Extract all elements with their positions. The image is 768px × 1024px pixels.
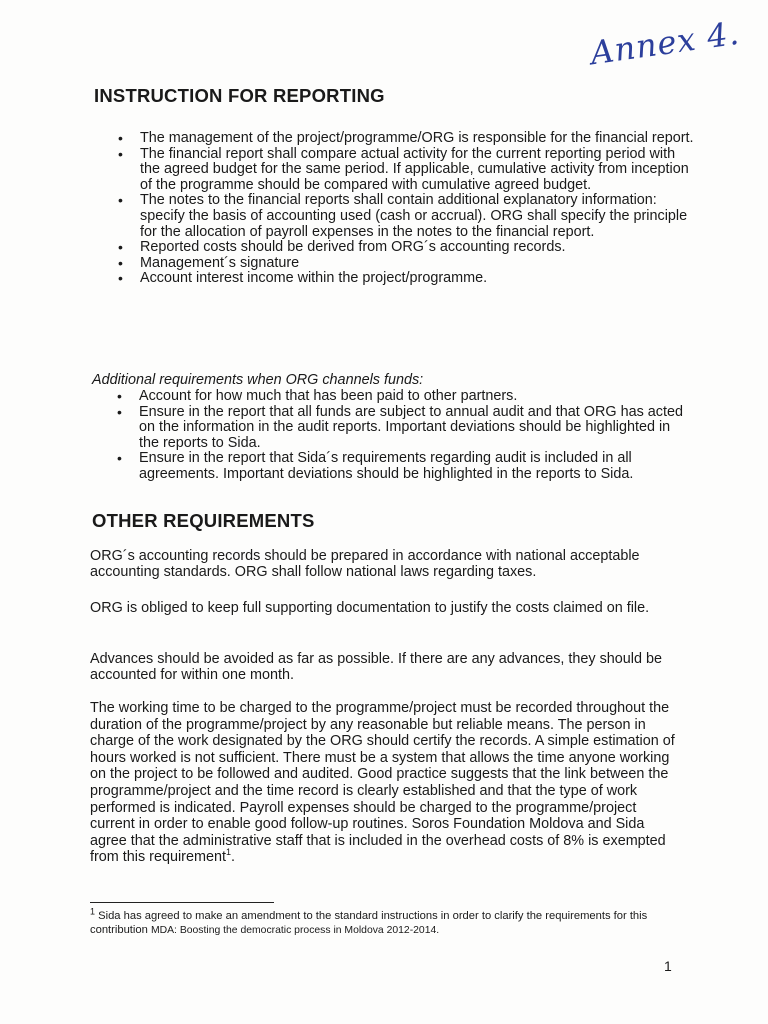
additional-requirements-intro: Additional requirements when ORG channels funds: xyxy=(92,372,424,388)
list-item: • Account interest income within the project/programme. xyxy=(116,271,696,287)
instruction-list xyxy=(116,131,696,287)
annex-handwritten-mark: Annex 4. xyxy=(588,13,742,73)
working-time-end: . xyxy=(230,849,235,866)
list-item: • Reported costs should be derived from ORG´s accounting records. xyxy=(116,240,696,256)
footnote-reference: 1 xyxy=(225,847,231,858)
footnote-contribution: MDA: Boosting the democratic process in Moldova 2012-2014. xyxy=(150,925,440,936)
footnote-divider xyxy=(90,902,274,903)
footnote-marker: 1 xyxy=(90,906,96,917)
list-item: • Ensure in the report that Sida´s requirements regarding audit is included in all agreements. Important deviations should be highlighted in the reports to Sida. xyxy=(115,451,685,482)
list-item: • The financial report shall compare actual activity for the current reporting period with the agreed budget for the same period. If applicable, cumulative activity from inception of the programme should be compared with cumulative agreed budget. xyxy=(116,147,696,194)
list-item: • The notes to the financial reports shall contain additional explanatory information: specify the basis of accounting used (cash or accrual). ORG shall specify the principle for the allocation of payroll expenses in the notes to the financial report. xyxy=(116,193,696,240)
page-number: 1 xyxy=(664,958,672,974)
other-requirements-heading: OTHER REQUIREMENTS xyxy=(92,510,315,531)
working-time-paragraph xyxy=(90,700,680,866)
list-item: • Management´s signature xyxy=(116,256,696,272)
footnote xyxy=(90,906,650,938)
list-item: • The management of the project/programme/ORG is responsible for the financial report. xyxy=(116,131,696,147)
working-time-text: The working time to be charged to the programme/project must be recorded throughout the duration of the programme/project by any reasonable but reliable means. The person in charge of the work designated by the ORG should certify the records. A simple estimation of hours worked is not sufficient. There must be a system that allows the time anyone working on the project to be followed and audited. Good practice suggests that the link between the programme/project and the time record is clearly established and that the type of work performed is indicated. Payroll expenses should be charged to the programme/project current in order to enable good follow-up routines. Soros Foundation Moldova and Sida agree that the administrative staff that is included in the overhead costs of 8% is exempted from this requirement xyxy=(90,700,675,866)
additional-requirements-list xyxy=(115,389,685,483)
documentation-paragraph: ORG is obliged to keep full supporting documentation to justify the costs claimed on file. xyxy=(90,600,650,616)
instruction-heading: INSTRUCTION FOR REPORTING xyxy=(94,85,385,106)
footnote-text: Sida has agreed to make an amendment to the standard instructions in order to clarify the requirements for this contribution xyxy=(90,910,648,936)
advances-paragraph: Advances should be avoided as far as possible. If there are any advances, they should be accounted for within one month. xyxy=(90,651,662,684)
list-item: • Account for how much that has been paid to other partners. xyxy=(115,389,685,405)
accounting-standards-paragraph: ORG´s accounting records should be prepared in accordance with national acceptable accounting standards. ORG shall follow national laws regarding taxes. xyxy=(90,548,640,581)
list-item: • Ensure in the report that all funds are subject to annual audit and that ORG has acted on the information in the audit reports. Important deviations should be highlighted in the reports to Sida. xyxy=(115,405,685,452)
